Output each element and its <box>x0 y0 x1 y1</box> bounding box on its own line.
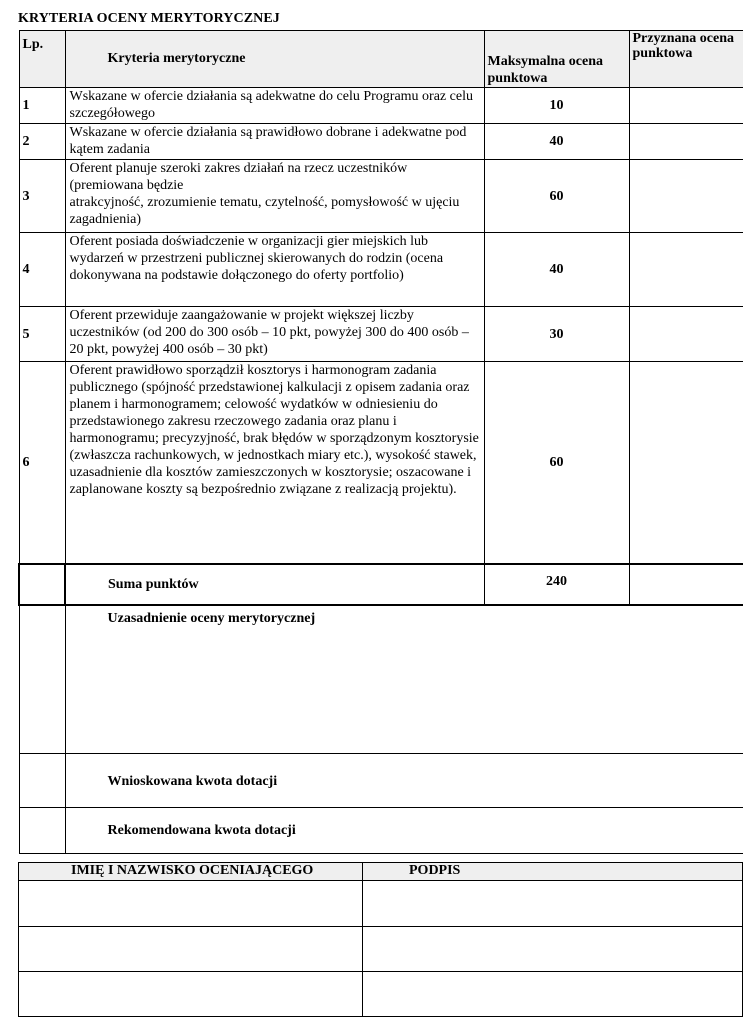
row-lp: 1 <box>19 88 65 124</box>
row-awarded-score[interactable] <box>629 233 743 307</box>
sum-row <box>19 564 743 605</box>
signature-row <box>19 972 743 1017</box>
row-criterion-text: Oferent planuje szeroki zakres działań na rzecz uczestników (premiowana będzie atrakcyjność, zrozumienie tematu, czytelność, pomysłowość w ujęciu zagadnienia) <box>65 160 484 233</box>
signatures-table <box>18 862 743 1017</box>
recommended-amount-row <box>19 808 743 854</box>
row-criterion-text: Oferent posiada doświadczenie w organizacji gier miejskich lub wydarzeń w przestrzeni publicznej skierowanych do rodzin (ocena dokonywana na podstawie dołączonego do oferty portfolio) <box>65 233 484 307</box>
row-lp: 5 <box>19 307 65 362</box>
row-awarded-score[interactable] <box>629 124 743 160</box>
header-criteria: Kryteria merytoryczne <box>65 31 484 88</box>
signature-row <box>19 927 743 972</box>
evaluator-name-cell[interactable] <box>19 881 363 927</box>
signature-cell[interactable] <box>363 881 743 927</box>
row-max-score: 10 <box>484 88 629 124</box>
row-criterion-text: Oferent przewiduje zaangażowanie w projekt większej liczby uczestników (od 200 do 300 osób – 10 pkt, powyżej 300 do 400 osób – 20 pkt, powyżej 400 osób – 30 pkt) <box>65 307 484 362</box>
row-max-score: 40 <box>484 233 629 307</box>
justification-lp <box>19 605 65 754</box>
row-lp: 4 <box>19 233 65 307</box>
criteria-row <box>19 362 743 564</box>
criteria-row <box>19 160 743 233</box>
row-max-score: 30 <box>484 307 629 362</box>
signature-cell[interactable] <box>363 972 743 1017</box>
signature-row <box>19 881 743 927</box>
criteria-row <box>19 124 743 160</box>
row-max-score: 60 <box>484 362 629 564</box>
criteria-row <box>19 88 743 124</box>
page-title: KRYTERIA OCENY MERYTORYCZNEJ <box>18 11 280 26</box>
row-lp: 2 <box>19 124 65 160</box>
sum-label: Suma punktów <box>65 564 484 605</box>
header-awarded-score: Przyznana ocena punktowa <box>629 31 743 88</box>
header-row <box>19 31 743 88</box>
header-max-score: Maksymalna ocena punktowa <box>484 31 629 88</box>
criteria-table <box>18 30 743 854</box>
recommended-amount-label[interactable]: Rekomendowana kwota dotacji <box>65 808 743 854</box>
row-awarded-score[interactable] <box>629 362 743 564</box>
signature-cell[interactable] <box>363 927 743 972</box>
sum-awarded-score[interactable] <box>629 564 743 605</box>
evaluator-name-cell[interactable] <box>19 972 363 1017</box>
requested-amount-row <box>19 754 743 808</box>
evaluator-name-header: IMIĘ I NAZWISKO OCENIAJĄCEGO <box>19 863 363 881</box>
row-lp: 3 <box>19 160 65 233</box>
row-awarded-score[interactable] <box>629 88 743 124</box>
sum-max-score: 240 <box>484 564 629 605</box>
recommended-amount-lp <box>19 808 65 854</box>
row-max-score: 60 <box>484 160 629 233</box>
row-awarded-score[interactable] <box>629 160 743 233</box>
requested-amount-label[interactable]: Wnioskowana kwota dotacji <box>65 754 743 808</box>
sum-lp <box>19 564 65 605</box>
criteria-row <box>19 233 743 307</box>
row-criterion-text: Wskazane w ofercie działania są adekwatne do celu Programu oraz celu szczegółowego <box>65 88 484 124</box>
row-criterion-text: Wskazane w ofercie działania są prawidłowo dobrane i adekwatne pod kątem zadania <box>65 124 484 160</box>
row-awarded-score[interactable] <box>629 307 743 362</box>
justification-row <box>19 605 743 754</box>
row-max-score: 40 <box>484 124 629 160</box>
header-lp: Lp. <box>19 31 65 88</box>
justification-label[interactable]: Uzasadnienie oceny merytorycznej <box>65 605 743 754</box>
row-lp: 6 <box>19 362 65 564</box>
requested-amount-lp <box>19 754 65 808</box>
row-criterion-text: Oferent prawidłowo sporządził kosztorys i harmonogram zadania publicznego (spójność przedstawionej kalkulacji z opisem zadania oraz planem i harmonogramem; celowość wydatków w odniesieniu do przedstawionego zakresu rzeczowego zadania oraz planu i harmonogramu; precyzyjność, brak błędów w sporządzonym kosztorysie (zwłaszcza rachunkowych, w jednostkach miary etc.), wysokość stawek, uzasadnienie dla kosztów zamieszczonych w kosztorysie; oszacowane i zaplanowane koszty są bezpośrednio związane z realizacją projektu). <box>65 362 484 564</box>
evaluator-name-cell[interactable] <box>19 927 363 972</box>
signatures-header-row <box>19 863 743 881</box>
criteria-row <box>19 307 743 362</box>
signature-header: PODPIS <box>363 863 743 881</box>
